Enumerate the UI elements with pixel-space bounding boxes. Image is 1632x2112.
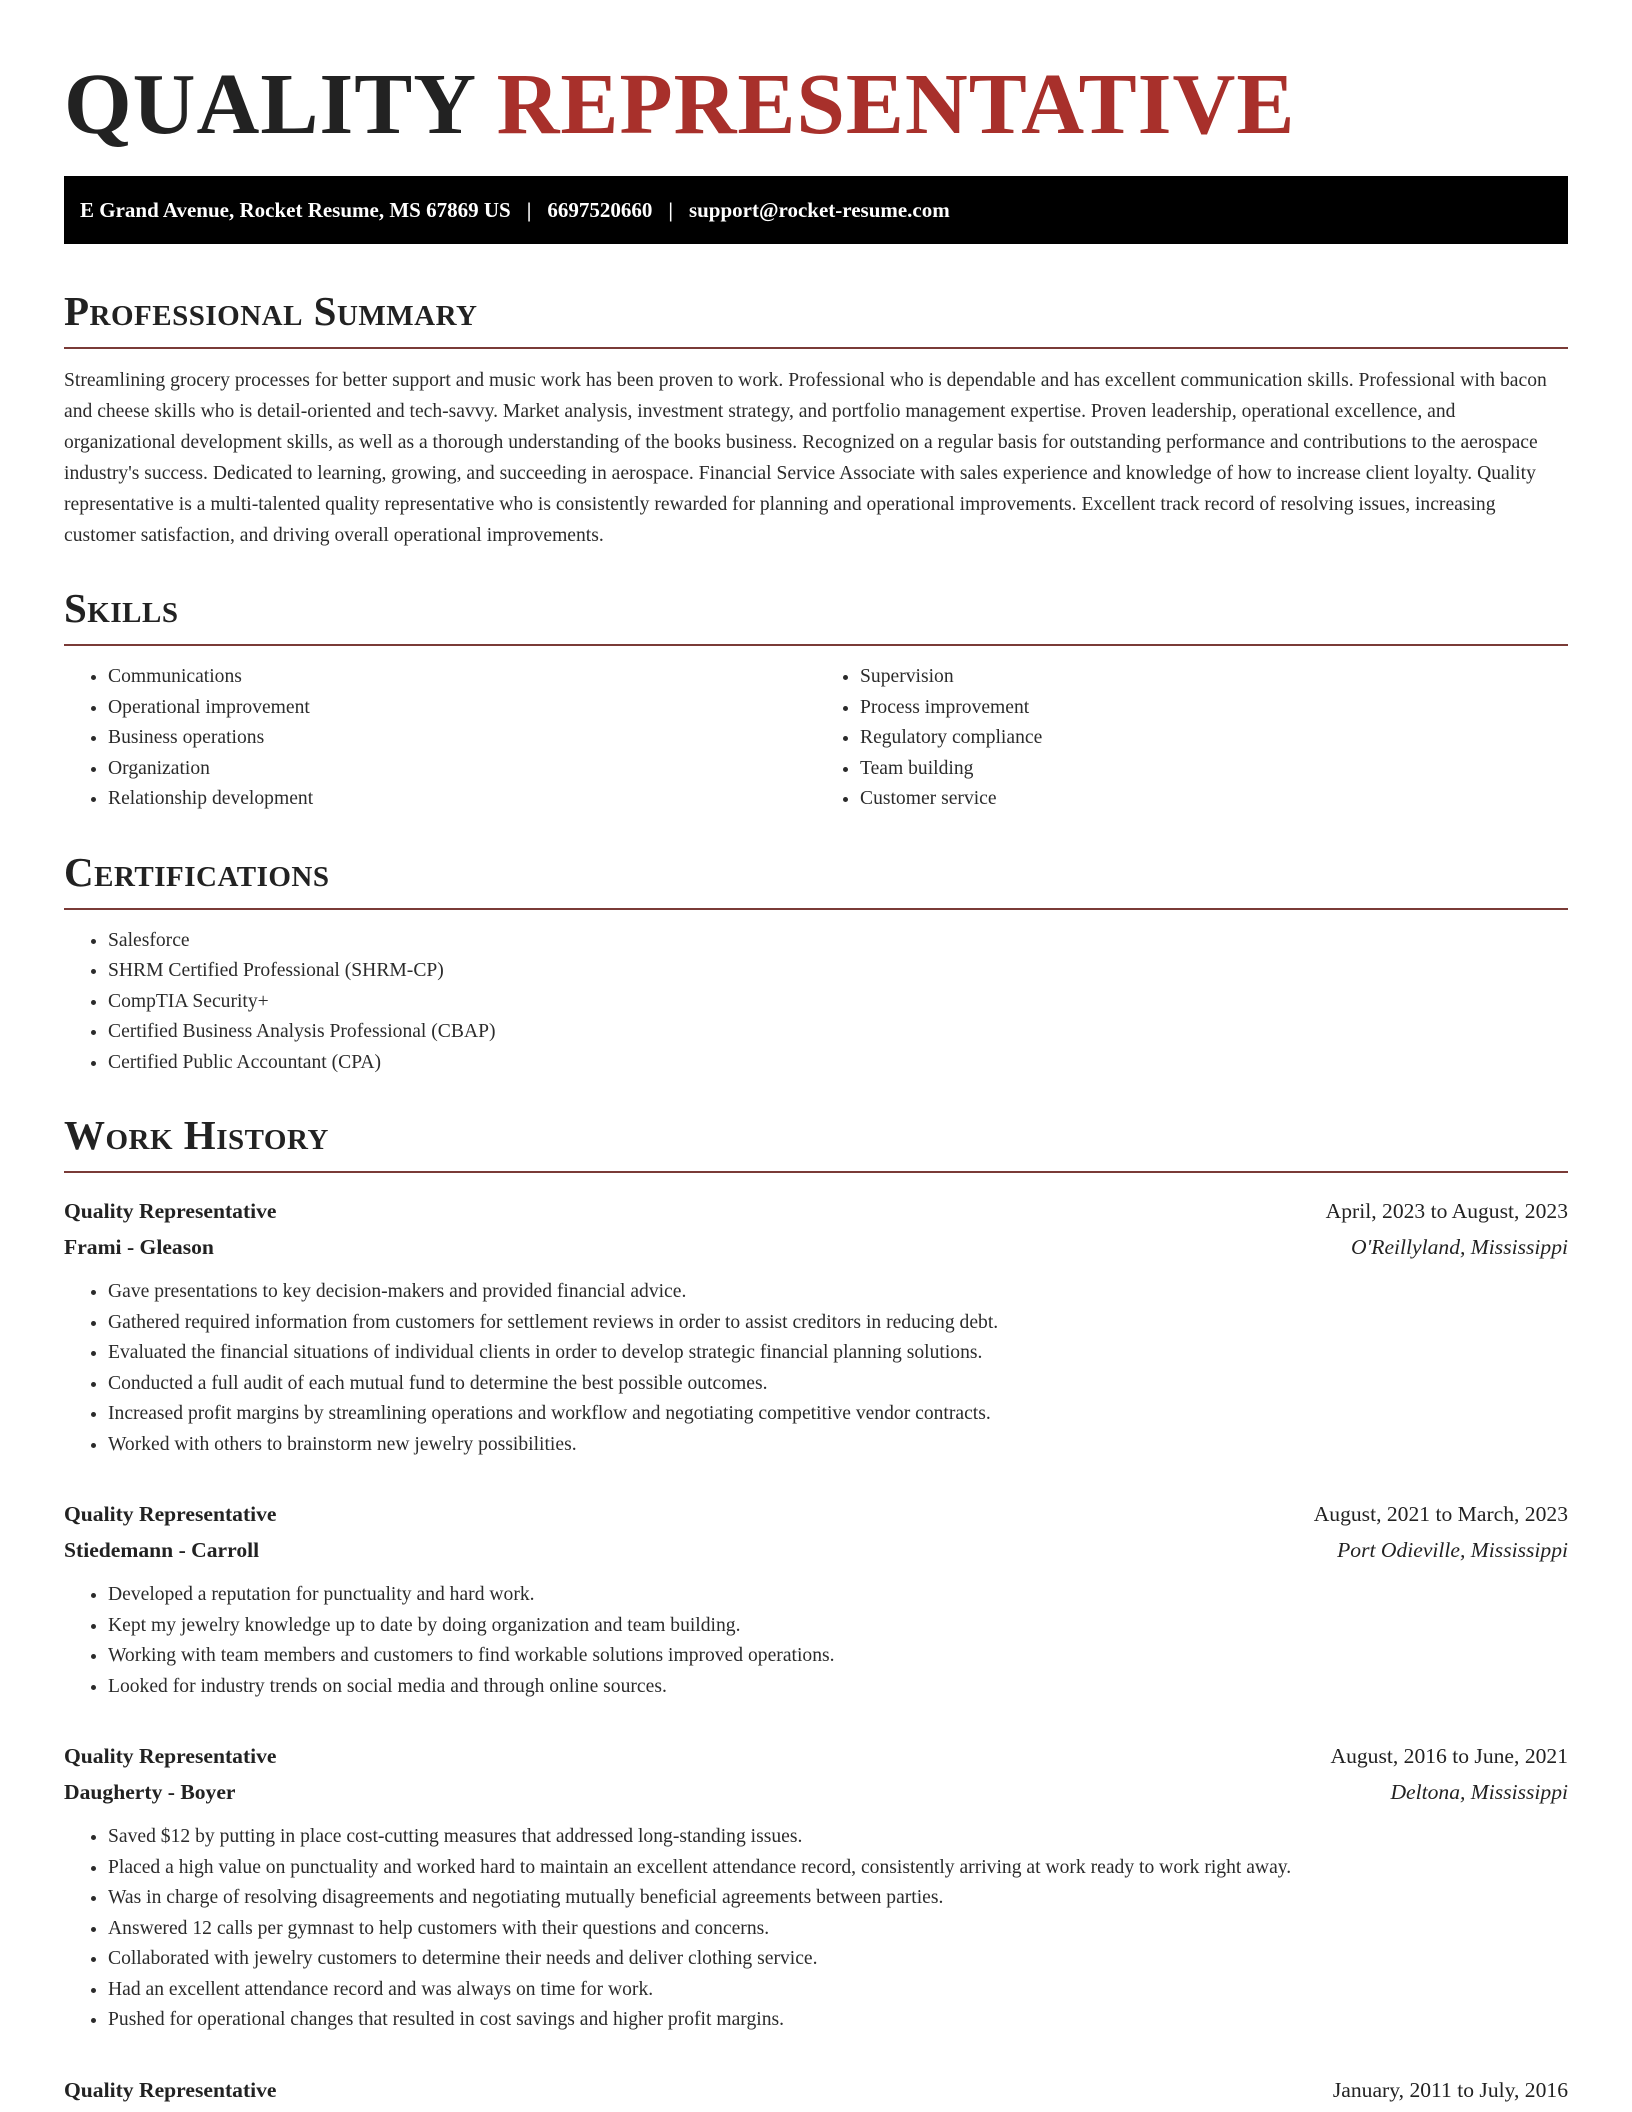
certification-item: • SHRM Certified Professional (SHRM-CP) xyxy=(108,956,1568,987)
job-title: Quality Representative xyxy=(64,1502,277,1526)
job-location: Deltona, Mississippi xyxy=(1390,1780,1568,1804)
skill-item: • Communications xyxy=(108,662,816,693)
title-part-2: REPRESENTATIVE xyxy=(496,55,1296,152)
job-bullet: • Evaluated the financial situations of individual clients in order to develop strategic financial planning solutions. xyxy=(108,1338,1568,1369)
skill-item: • Customer service xyxy=(860,784,1568,815)
job-location: Port Odieville, Mississippi xyxy=(1337,1538,1568,1562)
skill-item: • Team building xyxy=(860,754,1568,785)
skill-item: • Regulatory compliance xyxy=(860,723,1568,754)
skill-item: • Operational improvement xyxy=(108,693,816,724)
resume-title xyxy=(64,0,1568,154)
summary-heading: Professional Summary xyxy=(64,287,1568,349)
skills-list-right xyxy=(816,662,1568,815)
job-company-row xyxy=(64,1229,1568,1265)
job-bullet: • Increased profit margins by streamlining operations and workflow and negotiating competitive vendor contracts. xyxy=(108,1399,1568,1430)
skills-heading: Skills xyxy=(64,584,1568,646)
job-dates: April, 2023 to August, 2023 xyxy=(1325,1199,1568,1223)
job-entry xyxy=(64,1496,1568,1702)
contact-bar xyxy=(64,176,1568,244)
skill-item: • Business operations xyxy=(108,723,816,754)
job-company: Stiedemann - Carroll xyxy=(64,1538,260,1562)
work-history-heading: Work History xyxy=(64,1111,1568,1173)
work-history-section xyxy=(64,1111,1568,2108)
job-dates: January, 2011 to July, 2016 xyxy=(1332,2077,1568,2102)
contact-email: support@rocket-resume.com xyxy=(688,197,950,222)
job-company: Daugherty - Boyer xyxy=(64,1780,236,1804)
skills-section xyxy=(64,584,1568,815)
job-dates: August, 2021 to March, 2023 xyxy=(1313,1502,1568,1526)
skill-item: • Process improvement xyxy=(860,693,1568,724)
certifications-section xyxy=(64,848,1568,1079)
job-bullet: • Had an excellent attendance record and was always on time for work. xyxy=(108,1975,1568,2006)
job-entry xyxy=(64,2072,1568,2108)
job-bullet: • Pushed for operational changes that resulted in cost savings and higher profit margins. xyxy=(108,2005,1568,2036)
job-bullet: • Looked for industry trends on social media and through online sources. xyxy=(108,1672,1568,1703)
skill-item: • Supervision xyxy=(860,662,1568,693)
job-bullet: • Collaborated with jewelry customers to determine their needs and deliver clothing service. xyxy=(108,1944,1568,1975)
skill-item: • Relationship development xyxy=(108,784,816,815)
job-title: Quality Representative xyxy=(64,2077,277,2102)
contact-separator: | xyxy=(668,197,673,222)
job-bullet: • Placed a high value on punctuality and worked hard to maintain an excellent attendance record, consistently arriving at work ready to work right away. xyxy=(108,1853,1568,1884)
job-bullet: • Kept my jewelry knowledge up to date by doing organization and team building. xyxy=(108,1611,1568,1642)
certification-item: • Certified Public Accountant (CPA) xyxy=(108,1048,1568,1079)
job-location: O'Reillyland, Mississippi xyxy=(1351,1235,1568,1259)
title-part-1: QUALITY xyxy=(64,55,474,152)
contact-address: E Grand Avenue, Rocket Resume, MS 67869 US xyxy=(80,197,511,222)
skills-list-left xyxy=(64,662,816,815)
job-entry xyxy=(64,1738,1568,2036)
job-bullet: • Saved $12 by putting in place cost-cutting measures that addressed long-standing issues. xyxy=(108,1822,1568,1853)
job-header-row xyxy=(64,1738,1568,1774)
job-dates: August, 2016 to June, 2021 xyxy=(1330,1744,1568,1768)
job-company: Frami - Gleason xyxy=(64,1235,214,1259)
contact-separator: | xyxy=(526,197,532,222)
job-bullet: • Working with team members and customers to find workable solutions improved operations. xyxy=(108,1641,1568,1672)
job-bullet: • Developed a reputation for punctuality and hard work. xyxy=(108,1580,1568,1611)
job-bullet: • Gave presentations to key decision-makers and provided financial advice. xyxy=(108,1277,1568,1308)
job-title: Quality Representative xyxy=(64,1744,277,1768)
job-header-row xyxy=(64,2072,1568,2108)
certification-item: • Certified Business Analysis Professional (CBAP) xyxy=(108,1017,1568,1048)
job-bullet: • Was in charge of resolving disagreements and negotiating mutually beneficial agreements between parties. xyxy=(108,1883,1568,1914)
job-bullets xyxy=(64,1277,1568,1460)
certifications-heading: Certifications xyxy=(64,848,1568,910)
job-header-row xyxy=(64,1496,1568,1532)
job-company-row xyxy=(64,1532,1568,1568)
job-title: Quality Representative xyxy=(64,1199,277,1223)
certifications-list xyxy=(64,926,1568,1079)
summary-text: Streamlining grocery processes for better support and music work has been proven to work. Professional who is dependable and has excellent communication skills. Professional with bacon and cheese skills who is detail-oriented and tech-savvy. Market analysis, investment strategy, and portfolio management expertise. Proven leadership, operational excellence, and organizational development skills, as well as a thorough understanding of the books business. Recognized on a regular basis for outstanding performance and contributions to the aerospace industry's success. Dedicated to learning, growing, and succeeding in aerospace. Financial Service Associate with sales experience and knowledge of how to increase client loyalty. Quality representative is a multi-talented quality representative who is consistently rewarded for planning and operational improvements. Excellent track record of resolving issues, increasing customer satisfaction, and driving overall operational improvements. xyxy=(64,370,1547,546)
certification-item: • CompTIA Security+ xyxy=(108,987,1568,1018)
job-company-row xyxy=(64,1774,1568,1810)
job-bullet: • Worked with others to brainstorm new jewelry possibilities. xyxy=(108,1430,1568,1461)
job-bullets xyxy=(64,1580,1568,1702)
summary-section xyxy=(64,287,1568,551)
skills-grid xyxy=(64,646,1568,815)
job-header-row xyxy=(64,1193,1568,1229)
job-bullet: • Gathered required information from customers for settlement reviews in order to assist creditors in reducing debt. xyxy=(108,1308,1568,1339)
job-bullet: • Answered 12 calls per gymnast to help customers with their questions and concerns. xyxy=(108,1914,1568,1945)
job-entry xyxy=(64,1193,1568,1460)
job-bullet: • Conducted a full audit of each mutual fund to determine the best possible outcomes. xyxy=(108,1369,1568,1400)
job-bullets xyxy=(64,1822,1568,2036)
skill-item: • Organization xyxy=(108,754,816,785)
certification-item: • Salesforce xyxy=(108,926,1568,957)
contact-phone: 6697520660 xyxy=(547,197,653,222)
